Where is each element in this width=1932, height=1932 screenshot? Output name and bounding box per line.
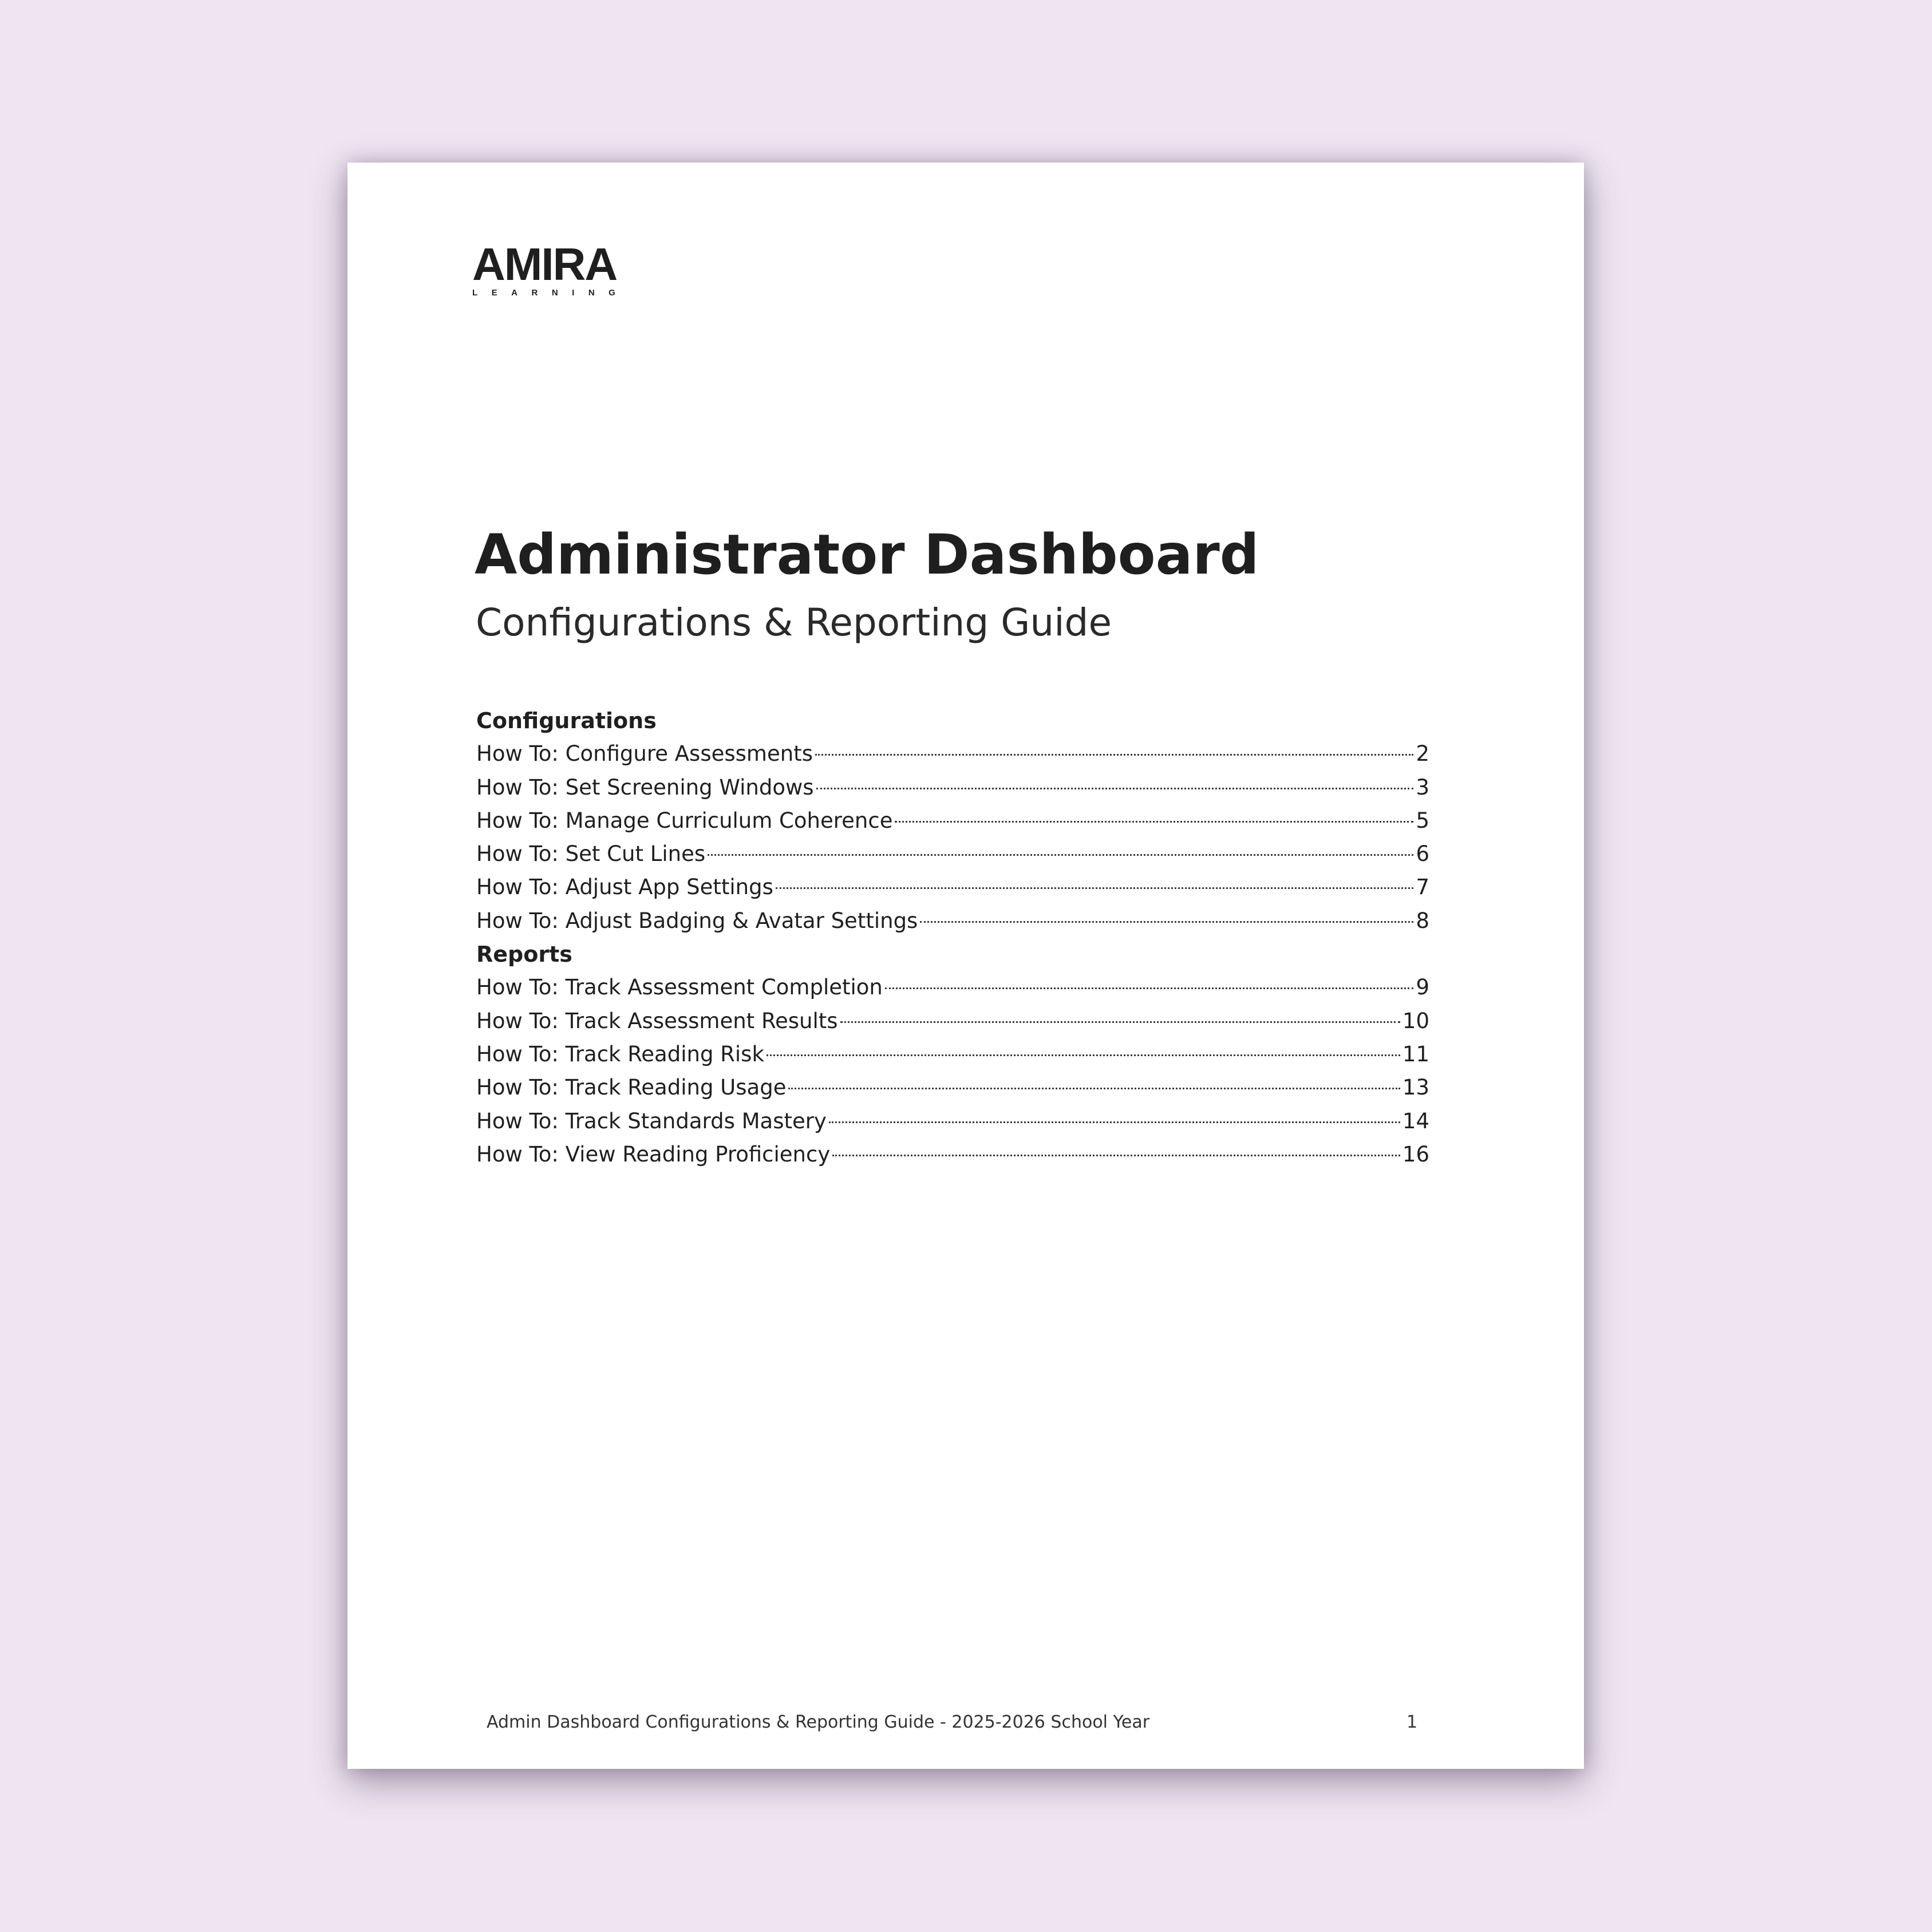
dot-leader: [788, 1088, 1400, 1089]
dot-leader: [885, 987, 1414, 989]
toc-entry-label: How To: Set Screening Windows: [476, 775, 814, 800]
dot-leader: [815, 754, 1413, 756]
toc-entry[interactable]: [476, 871, 1429, 904]
toc-entry-label: How To: Track Assessment Completion: [476, 975, 883, 1000]
toc-entry-page: 6: [1416, 841, 1429, 867]
toc-entry-label: How To: Set Cut Lines: [476, 841, 706, 867]
toc-entry[interactable]: [476, 1005, 1429, 1038]
toc-entry-page: 8: [1416, 908, 1429, 933]
footer-text: Admin Dashboard Configurations & Reporting Guide - 2025-2026 School Year: [487, 1712, 1150, 1732]
toc-entry-label: How To: View Reading Proficiency: [476, 1141, 831, 1167]
toc-entry-page: 10: [1402, 1008, 1429, 1033]
toc-entry-label: How To: Track Standards Mastery: [476, 1108, 827, 1133]
toc-entry[interactable]: [476, 1071, 1429, 1104]
dot-leader: [776, 887, 1414, 889]
toc-entry[interactable]: [476, 971, 1429, 1004]
logo-subword: LEARNING: [472, 288, 630, 298]
toc-entry-label: How To: Adjust Badging & Avatar Settings: [476, 908, 918, 933]
toc-entry-page: 13: [1402, 1075, 1429, 1100]
dot-leader: [832, 1155, 1400, 1156]
toc-entry-page: 14: [1402, 1108, 1429, 1133]
document-subtitle: Configurations & Reporting Guide: [476, 600, 1112, 645]
dot-leader: [920, 921, 1413, 923]
toc-entry-page: 5: [1416, 808, 1429, 833]
toc-entry[interactable]: [476, 904, 1429, 938]
toc-entry-page: 3: [1416, 775, 1429, 800]
document-title: Administrator Dashboard: [475, 523, 1259, 587]
dot-leader: [829, 1121, 1400, 1123]
toc-entry-label: How To: Track Reading Risk: [476, 1041, 764, 1066]
toc-heading-reports: Reports: [476, 942, 572, 967]
toc-entry-label: How To: Adjust App Settings: [476, 875, 773, 900]
toc-entry[interactable]: [476, 1138, 1429, 1171]
document-page: [347, 163, 1584, 1769]
dot-leader: [708, 854, 1413, 856]
toc-entry[interactable]: [476, 737, 1429, 771]
toc-entry[interactable]: [476, 804, 1429, 837]
dot-leader: [816, 788, 1414, 789]
footer-page-number: 1: [1406, 1712, 1418, 1732]
toc-entry-page: 11: [1402, 1041, 1429, 1066]
dot-leader: [895, 821, 1413, 823]
toc-entry-page: 16: [1402, 1141, 1429, 1167]
toc-entry-label: How To: Configure Assessments: [476, 741, 813, 767]
toc-entry[interactable]: [476, 771, 1429, 804]
toc-entry-page: 7: [1416, 875, 1429, 900]
toc-heading-configurations: Configurations: [476, 708, 657, 733]
table-of-contents: [476, 704, 1429, 1171]
toc-entry-label: How To: Track Reading Usage: [476, 1075, 787, 1100]
toc-entry[interactable]: [476, 1105, 1429, 1138]
toc-entry-label: How To: Track Assessment Results: [476, 1008, 838, 1033]
toc-entry-page: 9: [1416, 975, 1429, 1000]
toc-entry[interactable]: [476, 837, 1429, 871]
dot-leader: [840, 1021, 1400, 1023]
dot-leader: [767, 1054, 1400, 1056]
amira-learning-logo: [472, 239, 644, 300]
logo-wordmark: AMIRA: [472, 239, 617, 290]
toc-entry-label: How To: Manage Curriculum Coherence: [476, 808, 893, 833]
toc-entry-page: 2: [1416, 741, 1429, 767]
toc-entry[interactable]: [476, 1038, 1429, 1071]
